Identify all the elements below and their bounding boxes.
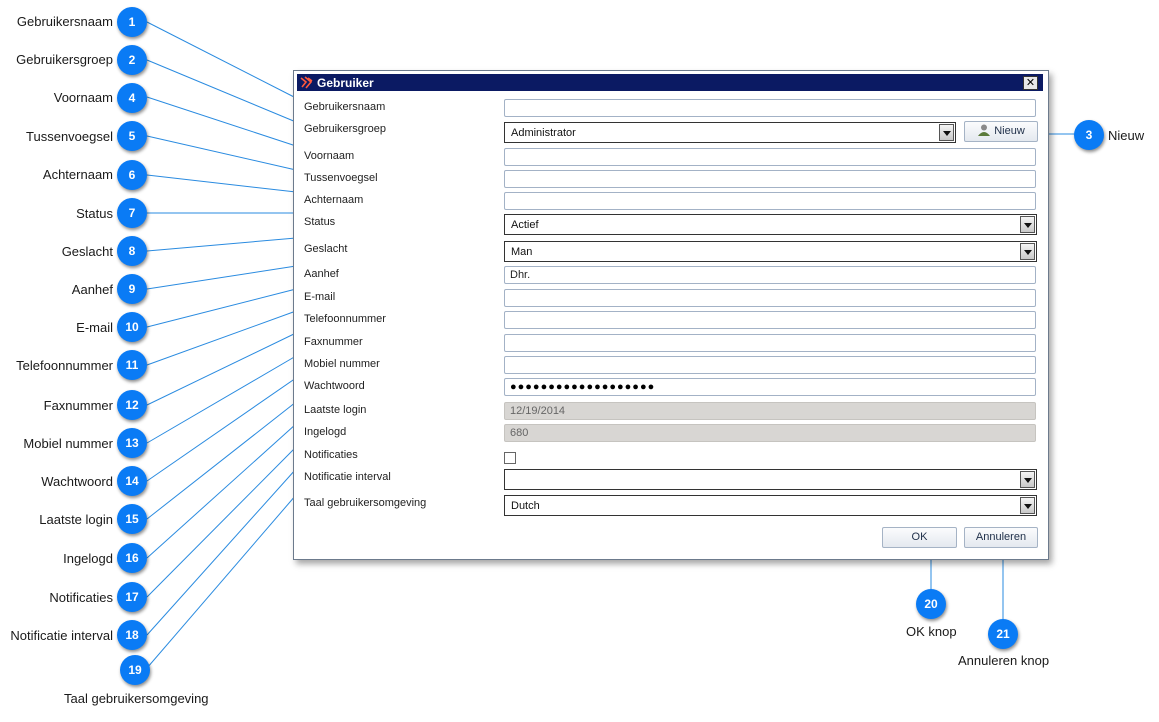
callout-badge-8: 8 [117, 236, 147, 266]
callout-label-18: Notificatie interval [10, 628, 113, 643]
chevron-down-icon[interactable] [1020, 471, 1035, 488]
nieuw-button-label: Nieuw [994, 125, 1025, 137]
chevron-down-icon[interactable] [1020, 243, 1035, 260]
gebruiker-dialog [293, 70, 1049, 560]
connector-16 [147, 424, 296, 558]
laatste-login-field: 12/19/2014 [504, 402, 1036, 420]
label-notificaties: Notificaties [304, 449, 358, 461]
ok-button[interactable]: OK [882, 527, 957, 548]
connector-4 [147, 97, 296, 146]
annuleren-button[interactable]: Annuleren [964, 527, 1038, 548]
add-user-icon [977, 124, 991, 136]
callout-badge-13: 13 [117, 428, 147, 458]
label-laatste-login: Laatste login [304, 404, 367, 416]
wachtwoord-input[interactable]: ●●●●●●●●●●●●●●●●●●● [504, 378, 1036, 396]
connector-9 [147, 266, 296, 289]
label-email: E-mail [304, 291, 336, 303]
connector-19 [147, 495, 296, 668]
label-notificatie-interval: Notificatie interval [304, 471, 391, 483]
taal-value: Dutch [511, 500, 540, 512]
tussenvoegsel-input[interactable] [504, 170, 1036, 188]
dialog-title: Gebruiker [317, 76, 374, 90]
ingelogd-field: 680 [504, 424, 1036, 442]
faxnummer-input[interactable] [504, 334, 1036, 352]
callout-label-2: Gebruikersgroep [16, 52, 113, 67]
callout-badge-20: 20 [916, 589, 946, 619]
callout-label-13: Mobiel nummer [23, 436, 113, 451]
callout-badge-3: 3 [1074, 120, 1104, 150]
chevron-down-icon[interactable] [1020, 497, 1035, 514]
callout-badge-6: 6 [117, 160, 147, 190]
label-faxnummer: Faxnummer [304, 336, 363, 348]
dialog-titlebar [297, 74, 1043, 91]
gebruikersgroep-value: Administrator [511, 127, 576, 139]
mobiel-nummer-input[interactable] [504, 356, 1036, 374]
callout-badge-21: 21 [988, 619, 1018, 649]
callout-badge-12: 12 [117, 390, 147, 420]
callout-label-4: Voornaam [53, 90, 113, 105]
label-gebruikersgroep: Gebruikersgroep [304, 123, 386, 135]
callout-badge-4: 4 [117, 83, 147, 113]
callout-label-6: Achternaam [42, 167, 113, 182]
callout-label-17: Notificaties [49, 590, 113, 605]
callout-label-16: Ingelogd [63, 551, 113, 566]
callout-label-9: Aanhef [71, 282, 113, 297]
email-field[interactable] [504, 289, 1036, 307]
callout-badge-17: 17 [117, 582, 147, 612]
connector-5 [147, 136, 296, 170]
label-mobiel-nummer: Mobiel nummer [304, 358, 380, 370]
connector-12 [147, 333, 296, 405]
callout-label-12: Faxnummer [43, 398, 113, 413]
callout-badge-18: 18 [117, 620, 147, 650]
label-taal: Taal gebruikersomgeving [304, 497, 427, 509]
callout-label-20: OK knop [906, 624, 957, 639]
aanhef-input[interactable]: Dhr. [504, 266, 1036, 284]
chevron-down-icon[interactable] [1020, 216, 1035, 233]
connector-11 [147, 311, 296, 365]
voornaam-input[interactable] [504, 148, 1036, 166]
callout-label-1: Gebruikersnaam [16, 14, 113, 29]
nieuw-button[interactable] [964, 121, 1038, 142]
label-ingelogd: Ingelogd [304, 426, 347, 438]
callout-label-15: Laatste login [39, 512, 113, 527]
callout-badge-10: 10 [117, 312, 147, 342]
callout-badge-19: 19 [120, 655, 150, 685]
connector-17 [147, 447, 296, 597]
connector-10 [147, 289, 296, 327]
connector-15 [147, 402, 296, 519]
callout-badge-1: 1 [117, 7, 147, 37]
gebruikersgroep-select[interactable] [504, 122, 956, 143]
callout-label-7: Status [76, 206, 113, 221]
callout-label-5: Tussenvoegsel [26, 129, 113, 144]
label-achternaam: Achternaam [304, 194, 364, 206]
callout-label-21: Annuleren knop [958, 653, 1050, 668]
callout-label-10: E-mail [76, 320, 113, 335]
callout-badge-5: 5 [117, 121, 147, 151]
telefoonnummer-input[interactable] [504, 311, 1036, 329]
close-button[interactable]: ✕ [1023, 76, 1038, 90]
label-geslacht: Geslacht [304, 243, 348, 255]
connector-8 [147, 238, 296, 251]
label-voornaam: Voornaam [304, 150, 355, 162]
callout-label-19: Taal gebruikersomgeving [64, 691, 209, 706]
geslacht-value: Man [511, 246, 533, 258]
label-gebruikersnaam: Gebruikersnaam [304, 101, 386, 113]
label-tussenvoegsel: Tussenvoegsel [304, 172, 378, 184]
label-wachtwoord: Wachtwoord [304, 380, 365, 392]
connector-1 [147, 22, 296, 98]
achternaam-input[interactable] [504, 192, 1036, 210]
callout-badge-11: 11 [117, 350, 147, 380]
connector-13 [147, 356, 296, 443]
callout-badge-7: 7 [117, 198, 147, 228]
callout-label-14: Wachtwoord [41, 474, 113, 489]
callout-badge-14: 14 [117, 466, 147, 496]
callout-label-8: Geslacht [61, 244, 113, 259]
app-icon [300, 76, 313, 89]
connector-6 [147, 175, 296, 192]
chevron-down-icon[interactable] [939, 124, 954, 141]
callout-badge-16: 16 [117, 543, 147, 573]
callout-badge-9: 9 [117, 274, 147, 304]
callout-label-3: Nieuw [1108, 128, 1145, 143]
label-status: Status [304, 216, 336, 228]
notificatie-interval-select[interactable] [504, 469, 1037, 490]
label-aanhef: Aanhef [304, 268, 339, 280]
callout-badge-2: 2 [117, 45, 147, 75]
connector-18 [147, 469, 296, 635]
gebruikersnaam-input[interactable] [504, 99, 1036, 117]
label-telefoonnummer: Telefoonnummer [304, 313, 386, 325]
geslacht-select[interactable] [504, 241, 1037, 262]
callout-badge-15: 15 [117, 504, 147, 534]
connector-2 [147, 60, 296, 122]
status-select[interactable] [504, 214, 1037, 235]
taal-select[interactable] [504, 495, 1037, 516]
status-value: Actief [511, 219, 539, 231]
callout-label-11: Telefoonnummer [16, 358, 113, 373]
connector-14 [147, 378, 296, 481]
notificaties-checkbox[interactable] [504, 452, 516, 464]
